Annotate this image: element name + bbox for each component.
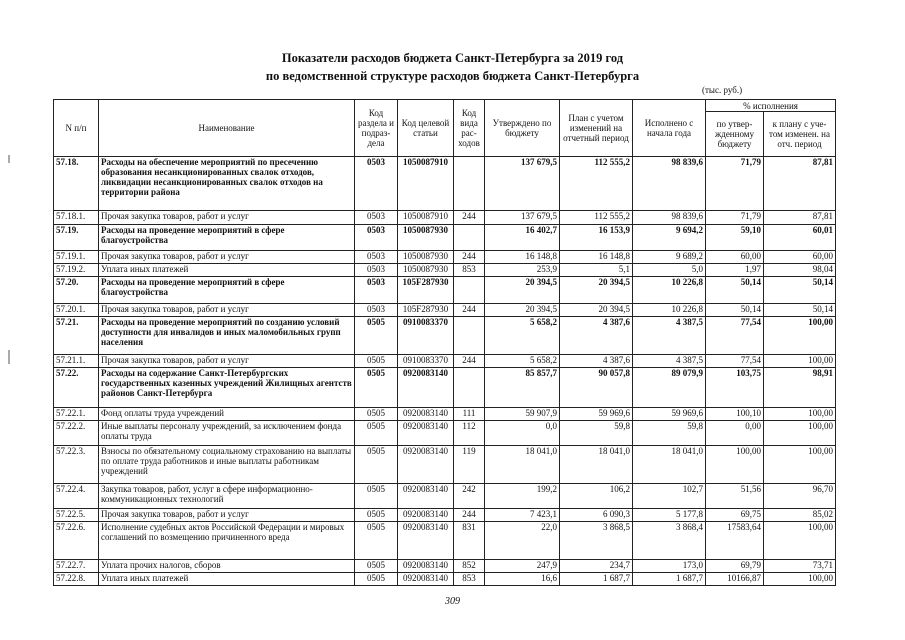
row-plan: 20 394,5 — [560, 277, 633, 304]
row-approved: 137 679,5 — [485, 211, 560, 225]
table-row — [54, 304, 836, 317]
row-plan: 1 687,7 — [560, 573, 633, 586]
row-name: Расходы на проведение мероприятий по созданию условий доступности для инвалидов и иных маломобильных групп населения — [99, 317, 355, 355]
row-target-code: 0920083140 — [398, 484, 454, 509]
row-section-code: 0503 — [355, 277, 398, 304]
header-target: Код целевой статьи — [398, 100, 454, 157]
row-executed: 98 839,6 — [633, 211, 706, 225]
row-section-code: 0505 — [355, 484, 398, 509]
table-row — [54, 509, 836, 522]
row-target-code: 1050087930 — [398, 264, 454, 277]
row-pct-budget: 60,00 — [706, 251, 764, 264]
row-name: Закупка товаров, работ, услуг в сфере информационно-коммуникационных технологий — [99, 484, 355, 509]
row-kind-code: 244 — [454, 251, 485, 264]
row-pct-plan: 100,00 — [764, 522, 836, 560]
row-pct-plan: 100,00 — [764, 408, 836, 421]
row-name: Иные выплаты персоналу учреждений, за исключением фонда оплаты труда — [99, 421, 355, 446]
row-number: 57.22.5. — [54, 509, 99, 522]
row-executed: 10 226,8 — [633, 304, 706, 317]
row-pct-plan: 50,14 — [764, 304, 836, 317]
row-plan: 4 387,6 — [560, 355, 633, 368]
row-section-code: 0505 — [355, 509, 398, 522]
row-pct-budget: 100,10 — [706, 408, 764, 421]
row-approved: 20 394,5 — [485, 277, 560, 304]
table-row — [54, 225, 836, 251]
row-target-code: 0910083370 — [398, 317, 454, 355]
row-executed: 102,7 — [633, 484, 706, 509]
row-pct-budget: 50,14 — [706, 277, 764, 304]
row-pct-plan: 98,91 — [764, 368, 836, 408]
row-section-code: 0503 — [355, 304, 398, 317]
row-section-code: 0505 — [355, 408, 398, 421]
row-name: Взносы по обязательному социальному страхованию на выплаты по оплате труда работников и иные выплаты работникам учреждений — [99, 446, 355, 484]
header-num: N п/п — [54, 100, 99, 157]
row-plan: 6 090,3 — [560, 509, 633, 522]
row-approved: 85 857,7 — [485, 368, 560, 408]
row-target-code: 1050087910 — [398, 157, 454, 211]
row-pct-plan: 100,00 — [764, 355, 836, 368]
row-number: 57.19.1. — [54, 251, 99, 264]
row-number: 57.18. — [54, 157, 99, 211]
row-approved: 16 148,8 — [485, 251, 560, 264]
row-pct-budget: 1,97 — [706, 264, 764, 277]
row-number: 57.19.2. — [54, 264, 99, 277]
row-section-code: 0503 — [355, 251, 398, 264]
row-pct-budget: 77,54 — [706, 355, 764, 368]
row-kind-code: 244 — [454, 304, 485, 317]
row-kind-code — [454, 317, 485, 355]
row-pct-budget: 71,79 — [706, 157, 764, 211]
row-plan: 59,8 — [560, 421, 633, 446]
row-approved: 16 402,7 — [485, 225, 560, 251]
row-pct-budget: 71,79 — [706, 211, 764, 225]
row-target-code: 105F287930 — [398, 304, 454, 317]
row-target-code: 1050087910 — [398, 211, 454, 225]
table-row — [54, 408, 836, 421]
budget-table — [53, 99, 836, 586]
row-approved: 137 679,5 — [485, 157, 560, 211]
row-number: 57.19. — [54, 225, 99, 251]
row-number: 57.22.4. — [54, 484, 99, 509]
row-name: Расходы на проведение мероприятий в сфере благоустройства — [99, 277, 355, 304]
row-pct-plan: 60,01 — [764, 225, 836, 251]
row-pct-plan: 60,00 — [764, 251, 836, 264]
row-executed: 10 226,8 — [633, 277, 706, 304]
row-plan: 16 153,9 — [560, 225, 633, 251]
row-executed: 89 079,9 — [633, 368, 706, 408]
row-name: Прочая закупка товаров, работ и услуг — [99, 304, 355, 317]
row-number: 57.22.7. — [54, 560, 99, 573]
row-section-code: 0503 — [355, 211, 398, 225]
row-executed: 5,0 — [633, 264, 706, 277]
row-executed: 4 387,5 — [633, 317, 706, 355]
row-number: 57.20. — [54, 277, 99, 304]
row-kind-code: 244 — [454, 509, 485, 522]
row-pct-budget: 103,75 — [706, 368, 764, 408]
row-number: 57.18.1. — [54, 211, 99, 225]
row-pct-plan: 96,70 — [764, 484, 836, 509]
row-kind-code — [454, 225, 485, 251]
header-pct-plan: к плану с уче-том изменен. на отч. период — [764, 112, 836, 157]
header-executed: Исполнено с начала года — [633, 100, 706, 157]
table-row — [54, 421, 836, 446]
row-section-code: 0505 — [355, 446, 398, 484]
row-name: Прочая закупка товаров, работ и услуг — [99, 251, 355, 264]
table-row — [54, 251, 836, 264]
row-plan: 5,1 — [560, 264, 633, 277]
row-target-code: 1050087930 — [398, 225, 454, 251]
row-plan: 90 057,8 — [560, 368, 633, 408]
row-executed: 59,8 — [633, 421, 706, 446]
row-approved: 18 041,0 — [485, 446, 560, 484]
row-name: Прочая закупка товаров, работ и услуг — [99, 355, 355, 368]
row-kind-code — [454, 368, 485, 408]
row-pct-budget: 17583,64 — [706, 522, 764, 560]
row-approved: 247,9 — [485, 560, 560, 573]
row-kind-code: 112 — [454, 421, 485, 446]
row-executed: 9 694,2 — [633, 225, 706, 251]
table-row — [54, 264, 836, 277]
row-executed: 1 687,7 — [633, 573, 706, 586]
header-pct-budget: по утвер-жденному бюджету — [706, 112, 764, 157]
table-row — [54, 317, 836, 355]
row-section-code: 0505 — [355, 573, 398, 586]
row-section-code: 0503 — [355, 157, 398, 211]
row-name: Уплата иных платежей — [99, 264, 355, 277]
report-title: Показатели расходов бюджета Санкт-Петербурга за 2019 год — [281, 51, 624, 65]
row-pct-budget: 77,54 — [706, 317, 764, 355]
row-kind-code: 831 — [454, 522, 485, 560]
row-target-code: 0920083140 — [398, 560, 454, 573]
row-pct-plan: 100,00 — [764, 421, 836, 446]
report-subtitle: по ведомственной структуре расходов бюджета Санкт-Петербурга — [265, 69, 640, 83]
row-target-code: 0920083140 — [398, 522, 454, 560]
row-approved: 199,2 — [485, 484, 560, 509]
table-row — [54, 157, 836, 211]
row-number: 57.21.1. — [54, 355, 99, 368]
row-name: Уплата иных платежей — [99, 573, 355, 586]
row-target-code: 105F287930 — [398, 277, 454, 304]
row-kind-code: 119 — [454, 446, 485, 484]
row-pct-budget: 69,79 — [706, 560, 764, 573]
row-approved: 5 658,2 — [485, 317, 560, 355]
row-target-code: 0920083140 — [398, 509, 454, 522]
row-section-code: 0505 — [355, 368, 398, 408]
row-approved: 20 394,5 — [485, 304, 560, 317]
row-pct-budget: 59,10 — [706, 225, 764, 251]
row-pct-plan: 85,02 — [764, 509, 836, 522]
header-plan: План с учетом изменений на отчетный период — [560, 100, 633, 157]
row-name: Прочая закупка товаров, работ и услуг — [99, 211, 355, 225]
row-executed: 4 387,5 — [633, 355, 706, 368]
header-name: Наименование — [99, 100, 355, 157]
row-number: 57.22.8. — [54, 573, 99, 586]
row-kind-code: 853 — [454, 573, 485, 586]
row-target-code: 1050087930 — [398, 251, 454, 264]
row-name: Прочая закупка товаров, работ и услуг — [99, 509, 355, 522]
row-plan: 234,7 — [560, 560, 633, 573]
row-pct-plan: 98,04 — [764, 264, 836, 277]
row-target-code: 0910083370 — [398, 355, 454, 368]
table-row — [54, 277, 836, 304]
row-target-code: 0920083140 — [398, 446, 454, 484]
row-kind-code — [454, 277, 485, 304]
row-target-code: 0920083140 — [398, 408, 454, 421]
row-number: 57.22.2. — [54, 421, 99, 446]
row-name: Расходы на обеспечение мероприятий по пресечению образования несанкционированных свалок отходов, ликвидации несанкционированных свалок отходов на территории района — [99, 157, 355, 211]
table-row — [54, 560, 836, 573]
row-section-code: 0505 — [355, 355, 398, 368]
row-plan: 20 394,5 — [560, 304, 633, 317]
row-number: 57.22.1. — [54, 408, 99, 421]
row-executed: 3 868,4 — [633, 522, 706, 560]
row-pct-plan: 100,00 — [764, 317, 836, 355]
row-target-code: 0920083140 — [398, 421, 454, 446]
row-approved: 59 907,9 — [485, 408, 560, 421]
row-executed: 18 041,0 — [633, 446, 706, 484]
row-executed: 5 177,8 — [633, 509, 706, 522]
row-executed: 173,0 — [633, 560, 706, 573]
table-row — [54, 573, 836, 586]
row-section-code: 0505 — [355, 560, 398, 573]
row-approved: 16,6 — [485, 573, 560, 586]
row-pct-plan: 73,71 — [764, 560, 836, 573]
table-row — [54, 211, 836, 225]
row-plan: 16 148,8 — [560, 251, 633, 264]
row-section-code: 0503 — [355, 264, 398, 277]
row-section-code: 0503 — [355, 225, 398, 251]
row-approved: 5 658,2 — [485, 355, 560, 368]
row-kind-code: 244 — [454, 355, 485, 368]
row-executed: 9 689,2 — [633, 251, 706, 264]
row-name: Расходы на проведение мероприятий в сфере благоустройства — [99, 225, 355, 251]
row-section-code: 0505 — [355, 317, 398, 355]
header-approved: Утверждено по бюджету — [485, 100, 560, 157]
row-section-code: 0505 — [355, 522, 398, 560]
row-pct-plan: 100,00 — [764, 446, 836, 484]
units-label: (тыс. руб.) — [702, 85, 743, 95]
row-number: 57.20.1. — [54, 304, 99, 317]
row-plan: 4 387,6 — [560, 317, 633, 355]
table-row — [54, 368, 836, 408]
row-pct-plan: 87,81 — [764, 157, 836, 211]
row-target-code: 0920083140 — [398, 573, 454, 586]
row-pct-budget: 0,00 — [706, 421, 764, 446]
table-row — [54, 446, 836, 484]
row-pct-budget: 10166,87 — [706, 573, 764, 586]
row-number: 57.22.6. — [54, 522, 99, 560]
row-kind-code: 244 — [454, 211, 485, 225]
row-pct-budget: 50,14 — [706, 304, 764, 317]
row-plan: 3 868,5 — [560, 522, 633, 560]
row-target-code: 0920083140 — [398, 368, 454, 408]
row-name: Расходы на содержание Санкт-Петербургских государственных казенных учреждений Жилищных агентств районов Санкт-Петербурга — [99, 368, 355, 408]
row-pct-budget: 100,00 — [706, 446, 764, 484]
row-approved: 0,0 — [485, 421, 560, 446]
row-number: 57.21. — [54, 317, 99, 355]
page-number: 309 — [445, 596, 460, 607]
table-row — [54, 355, 836, 368]
row-executed: 98 839,6 — [633, 157, 706, 211]
row-pct-budget: 51,56 — [706, 484, 764, 509]
header-kind: Код вида рас-ходов — [454, 100, 485, 157]
row-pct-plan: 87,81 — [764, 211, 836, 225]
row-plan: 112 555,2 — [560, 211, 633, 225]
row-pct-budget: 69,75 — [706, 509, 764, 522]
row-plan: 112 555,2 — [560, 157, 633, 211]
row-kind-code: 852 — [454, 560, 485, 573]
row-kind-code: 853 — [454, 264, 485, 277]
row-kind-code: 242 — [454, 484, 485, 509]
row-plan: 59 969,6 — [560, 408, 633, 421]
row-pct-plan: 100,00 — [764, 573, 836, 586]
header-pct-group: % исполнения — [706, 100, 836, 112]
row-plan: 18 041,0 — [560, 446, 633, 484]
row-name: Исполнение судебных актов Российской Федерации и мировых соглашений по возмещению причиненного вреда — [99, 522, 355, 560]
table-row — [54, 484, 836, 509]
row-approved: 22,0 — [485, 522, 560, 560]
row-approved: 7 423,1 — [485, 509, 560, 522]
row-executed: 59 969,6 — [633, 408, 706, 421]
row-section-code: 0505 — [355, 421, 398, 446]
row-name: Уплата прочих налогов, сборов — [99, 560, 355, 573]
row-kind-code — [454, 157, 485, 211]
table-row — [54, 522, 836, 560]
row-pct-plan: 50,14 — [764, 277, 836, 304]
row-number: 57.22. — [54, 368, 99, 408]
row-name: Фонд оплаты труда учреждений — [99, 408, 355, 421]
row-kind-code: 111 — [454, 408, 485, 421]
row-number: 57.22.3. — [54, 446, 99, 484]
table-body — [54, 157, 836, 586]
row-plan: 106,2 — [560, 484, 633, 509]
row-approved: 253,9 — [485, 264, 560, 277]
header-section: Код раздела и подраз-дела — [355, 100, 398, 157]
